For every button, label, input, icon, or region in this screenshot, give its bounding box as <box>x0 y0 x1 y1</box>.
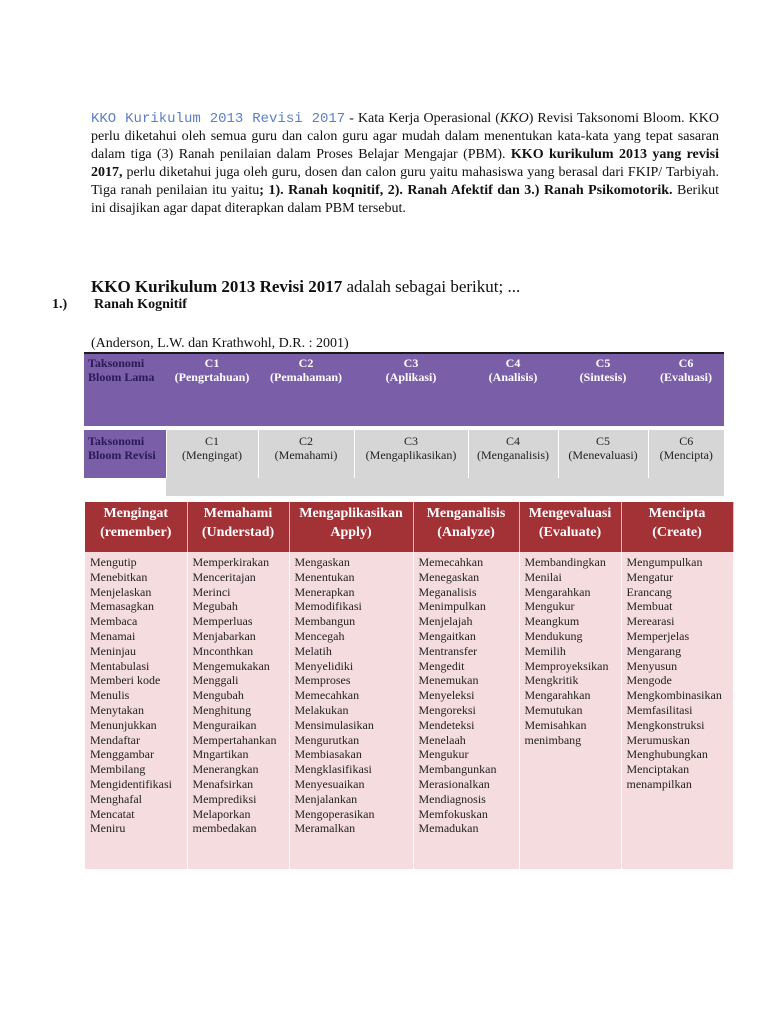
citation: (Anderson, L.W. dan Krathwohl, D.R. : 2001) <box>91 336 349 351</box>
level-code: C5 <box>595 356 611 370</box>
kko-verb: Menguraikan <box>192 717 257 732</box>
kko-verb: Meramalkan <box>294 821 356 836</box>
taxonomy-revised-cell <box>468 430 558 478</box>
kko-verb: Mengarang <box>626 643 682 658</box>
taxonomy-revised-cell <box>166 430 258 478</box>
kko-verb-list <box>289 552 413 869</box>
level-name: (Sintesis) <box>579 370 627 384</box>
kko-verb: Merasionalkan <box>418 776 490 791</box>
kko-verb: Menilai <box>524 569 562 584</box>
kko-verb: Menerapkan <box>294 584 355 599</box>
kko-header-title: Mengevaluasi <box>528 506 612 521</box>
kko-verb: menimbang <box>524 732 582 747</box>
level-name: (Mengaplikasikan) <box>365 448 457 462</box>
kko-verb: Memasagkan <box>90 599 154 614</box>
subsection-number: 1.) <box>52 297 68 312</box>
kko-header-cell <box>187 502 289 552</box>
kko-verb: Membiasakan <box>294 747 362 762</box>
kko-verb: Mensimulasikan <box>294 717 374 732</box>
taxonomy-revised-cell <box>648 430 724 478</box>
kko-verb: Mengukur <box>418 747 469 762</box>
level-code: C3 <box>403 434 418 448</box>
kko-verb: Menebitkan <box>90 569 148 584</box>
kko-verb: Membuat <box>626 599 673 614</box>
level-name: (Menganalisis) <box>477 448 549 462</box>
kko-verb-list <box>85 552 187 869</box>
intro-kko: KKO <box>499 111 529 126</box>
kko-body-row <box>85 552 733 869</box>
kko-verb: Memproses <box>294 673 351 688</box>
kko-header-subtitle: Apply) <box>330 525 372 540</box>
kko-verb: Memisahkan <box>524 717 587 732</box>
level-name: (Mengingat) <box>182 448 242 462</box>
kko-verb: Mengubah <box>192 688 244 703</box>
kko-verb: Mengurutkan <box>294 732 360 747</box>
kko-verb-list <box>413 552 519 869</box>
kko-verb: Menyelidiki <box>294 658 354 673</box>
level-name: (Evaluasi) <box>659 370 712 384</box>
kko-verb: Memprediksi <box>192 791 257 806</box>
kko-verb: Meniru <box>90 821 126 836</box>
kko-verb: Menjabarkan <box>192 628 256 643</box>
kko-verb: Mencegah <box>294 628 345 643</box>
kko-verb: Membangun <box>294 614 356 629</box>
kko-verb: Meninjau <box>90 643 136 658</box>
subsection-title <box>52 297 187 313</box>
level-name: (Menevaluasi) <box>568 448 638 462</box>
kko-verb: Mendaftar <box>90 732 140 747</box>
kko-verb: Menyesuaikan <box>294 776 365 791</box>
kko-verb: Merinci <box>192 584 231 599</box>
kko-verb: Mendiagnosis <box>418 791 486 806</box>
taxonomy-revised-cell <box>258 430 354 478</box>
level-name: (Pemahaman) <box>270 370 342 384</box>
kko-verb: Memecahkan <box>294 688 360 703</box>
kko-verb: Merearasi <box>626 614 675 629</box>
level-code: C6 <box>678 356 694 370</box>
kko-verb-list <box>621 552 733 869</box>
tail-blank-cell <box>84 478 166 496</box>
intro-bold2: ; 1). Ranah koqnitif, 2). Ranah Afektif dan 3.) Ranah Psikomotorik. <box>259 183 673 198</box>
kko-verb: Mengatur <box>626 569 674 584</box>
kko-verb: Mencatat <box>90 806 135 821</box>
taxonomy-revised-cell <box>354 430 468 478</box>
kko-verb: Menentukan <box>294 569 355 584</box>
kko-verb: Menimpulkan <box>418 599 486 614</box>
kko-verb: Melakukan <box>294 702 349 717</box>
kko-verb-list <box>187 552 289 869</box>
kko-verb: Mengemukakan <box>192 658 270 673</box>
intro-part1: ) Revisi Taksonomi Bloom. KKO perlu diketahui oleh semua guru dan calon guru agar mudah dalam menentukan kata-kata yang tepat sasaran dalam tiga (3) Ranah penilaian dalam Proses Belajar Mengajar (PBM). <box>91 111 719 162</box>
taxonomy-old-label: Taksonomi Bloom Lama <box>84 353 166 426</box>
kko-header-title: Memahami <box>203 506 273 521</box>
kko-verb: Memperluas <box>192 614 253 629</box>
kko-verb: Memfokuskan <box>418 806 488 821</box>
kko-verb: Mengaitkan <box>418 628 476 643</box>
kko-verb: menampilkan <box>626 776 692 791</box>
kko-verb: Mengkritik <box>524 673 579 688</box>
level-name: (Aplikasi) <box>385 370 437 384</box>
kko-header-subtitle: (Understad) <box>201 525 275 540</box>
kko-verb: Menemukan <box>418 673 479 688</box>
kko-verb: Mendeteksi <box>418 717 475 732</box>
kko-verb: Menamai <box>90 628 136 643</box>
kko-verb-list <box>519 552 621 869</box>
tail-gray-cell <box>166 478 724 496</box>
kko-verb: membedakan <box>192 821 257 836</box>
kko-header-subtitle: (Create) <box>652 525 702 540</box>
kko-verb: Merumuskan <box>626 732 690 747</box>
kko-verb: Menjelajah <box>418 614 473 629</box>
kko-verb: Menafsirkan <box>192 776 254 791</box>
taxonomy-old-row <box>84 353 724 426</box>
kko-header-subtitle: (Analyze) <box>437 525 495 540</box>
level-code: C2 <box>298 356 314 370</box>
level-code: C1 <box>204 434 219 448</box>
kko-verb: Mentransfer <box>418 643 478 658</box>
kko-verb: Memperkirakan <box>192 555 270 569</box>
section-heading <box>91 277 520 297</box>
level-code: C4 <box>505 434 520 448</box>
level-code: C6 <box>679 434 694 448</box>
kko-verb: Mengoperasikan <box>294 806 375 821</box>
kko-verb: Memproyeksikan <box>524 658 609 673</box>
kko-header-title: Mengaplikasikan <box>299 506 403 521</box>
kko-verb: Mengukur <box>524 599 575 614</box>
kko-verb: Menghitung <box>192 702 252 717</box>
kko-verb: Membangunkan <box>418 762 497 777</box>
kko-verb: Menelaah <box>418 732 466 747</box>
kko-verb: Melatih <box>294 643 332 658</box>
kko-verb: Memperjelas <box>626 628 690 643</box>
kko-verb: Mnconthkan <box>192 643 254 658</box>
taxonomy-tail-row <box>84 478 724 496</box>
kko-header-title: Mencipta <box>648 506 706 521</box>
level-name: (Analisis) <box>488 370 538 384</box>
kko-verb: Menghafal <box>90 791 142 806</box>
kko-header-title: Mengingat <box>103 506 169 521</box>
taxonomy-old-cell <box>258 353 354 426</box>
kko-verb: Menyeleksi <box>418 688 475 703</box>
kko-verb: Menyusun <box>626 658 678 673</box>
kko-header-cell <box>519 502 621 552</box>
kko-header-subtitle: (Evaluate) <box>538 525 602 540</box>
kko-verb: Menghubungkan <box>626 747 708 762</box>
kko-verb-table <box>85 502 734 869</box>
kko-verb: Menceritajan <box>192 569 256 584</box>
kko-verb: Mengoreksi <box>418 702 476 717</box>
intro-part3: Berikut ini disajikan agar dapat diterapkan dalam PBM tersebut. <box>91 183 719 216</box>
taxonomy-table <box>84 352 724 496</box>
level-name: (Pengrtahuan) <box>174 370 250 384</box>
kko-verb: Menciptakan <box>626 762 690 777</box>
kko-verb: Memodifikasi <box>294 599 362 614</box>
kko-verb: Memberi kode <box>90 673 161 688</box>
level-code: C1 <box>204 356 220 370</box>
kko-verb: Melaporkan <box>192 806 251 821</box>
level-name: (Mencipta) <box>659 448 713 462</box>
kko-verb: Menggali <box>192 673 239 688</box>
level-code: C3 <box>403 356 419 370</box>
kko-header-row <box>85 502 733 552</box>
kko-verb: Membaca <box>90 614 138 629</box>
level-name: (Memahami) <box>274 448 338 462</box>
kko-verb: Memecahkan <box>418 555 484 569</box>
kko-verb: Mengkombinasikan <box>626 688 722 703</box>
intro-sep: - Kata Kerja Operasional ( <box>345 111 500 126</box>
kko-verb: Menulis <box>90 688 130 703</box>
kko-verb: Menegaskan <box>418 569 480 584</box>
kko-verb: Meganalisis <box>418 584 477 599</box>
level-code: C2 <box>298 434 313 448</box>
section-heading-bold: KKO Kurikulum 2013 Revisi 2017 <box>91 277 343 296</box>
kko-verb: Menunjukkan <box>90 717 157 732</box>
kko-header-cell <box>289 502 413 552</box>
kko-verb: Mengode <box>626 673 672 688</box>
level-code: C5 <box>595 434 610 448</box>
kko-verb: Mngartikan <box>192 747 249 762</box>
kko-verb: Memfasilitasi <box>626 702 693 717</box>
intro-paragraph <box>91 110 719 218</box>
kko-verb: Menjelaskan <box>90 584 152 599</box>
kko-header-cell <box>413 502 519 552</box>
taxonomy-old-cell <box>558 353 648 426</box>
kko-verb: Mengarahkan <box>524 584 591 599</box>
kko-verb: Memadukan <box>418 821 479 836</box>
kko-verb: Mendukung <box>524 628 583 643</box>
intro-bold1: KKO kurikulum 2013 yang revisi 2017, <box>91 147 719 180</box>
kko-header-cell <box>85 502 187 552</box>
kko-verb: Menggambar <box>90 747 154 762</box>
kko-header-cell <box>621 502 733 552</box>
kko-verb: Memutukan <box>524 702 583 717</box>
kko-verb: Meangkum <box>524 614 580 629</box>
kko-verb: Mempertahankan <box>192 732 277 747</box>
kko-verb: Menerangkan <box>192 762 259 777</box>
taxonomy-old-cell <box>648 353 724 426</box>
kko-verb: Mengidentifikasi <box>90 776 172 791</box>
kko-verb: Memilih <box>524 643 566 658</box>
taxonomy-old-cell <box>468 353 558 426</box>
kko-verb: Erancang <box>626 584 672 599</box>
level-code: C4 <box>505 356 521 370</box>
taxonomy-old-cell <box>354 353 468 426</box>
section-heading-rest: adalah sebagai berikut; ... <box>342 277 521 296</box>
kko-verb: Membilang <box>90 762 146 777</box>
kko-verb: Mentabulasi <box>90 658 150 673</box>
taxonomy-old-cell <box>166 353 258 426</box>
subsection-label: Ranah Kognitif <box>94 297 187 312</box>
kko-verb: Mengkonstruksi <box>626 717 705 732</box>
kko-verb: Mengklasifikasi <box>294 762 372 777</box>
kko-verb: Menytakan <box>90 702 144 717</box>
kko-verb: Mengarahkan <box>524 688 591 703</box>
kko-verb: Megubah <box>192 599 238 614</box>
kko-verb: Mengaskan <box>294 555 350 569</box>
intro-part2: perlu diketahui juga oleh guru, dosen dan calon guru yaitu mahasiswa yang berasal dari FKIP/ Tarbiyah. Tiga ranah penilaian itu yaitu <box>91 165 719 198</box>
kko-verb: Menjalankan <box>294 791 358 806</box>
kko-verb: Mengedit <box>418 658 465 673</box>
kko-header-subtitle: (remember) <box>100 525 172 540</box>
kko-header-title: Menganalisis <box>426 506 506 521</box>
taxonomy-revised-cell <box>558 430 648 478</box>
taxonomy-revised-row <box>84 430 724 478</box>
kko-verb: Mengutip <box>90 555 137 569</box>
taxonomy-revised-label: Taksonomi Bloom Revisi <box>84 430 166 478</box>
kko-verb: Mengumpulkan <box>626 555 703 569</box>
intro-lead-link[interactable]: KKO Kurikulum 2013 Revisi 2017 <box>91 111 346 127</box>
kko-verb: Membandingkan <box>524 555 606 569</box>
